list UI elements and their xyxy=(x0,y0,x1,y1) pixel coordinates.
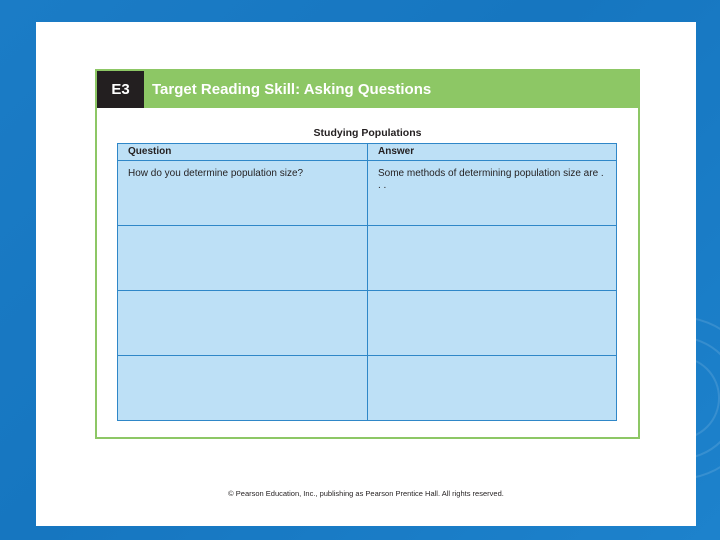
question-cell xyxy=(118,226,367,290)
answer-cell xyxy=(367,226,616,290)
answer-cell xyxy=(367,291,616,355)
copyright-notice: © Pearson Education, Inc., publishing as Pearson Prentice Hall. All rights reserved. xyxy=(228,489,504,498)
worksheet-title: Target Reading Skill: Asking Questions xyxy=(152,81,432,98)
question-cell xyxy=(118,356,367,420)
table-title: Studying Populations xyxy=(313,127,422,139)
table-row xyxy=(118,160,616,225)
question-cell: How do you determine population size? xyxy=(128,168,304,179)
worksheet-frame xyxy=(95,69,640,439)
column-header-answer: Answer xyxy=(367,144,616,160)
column-header-question: Question xyxy=(128,146,172,157)
table-header-row xyxy=(118,144,616,160)
answer-cell: Some methods of determining population size are . . . xyxy=(367,161,616,225)
question-answer-table xyxy=(117,143,617,421)
table-row xyxy=(118,290,616,355)
question-cell xyxy=(118,291,367,355)
answer-cell xyxy=(367,356,616,420)
section-code: E3 xyxy=(97,71,144,108)
table-row xyxy=(118,355,616,420)
table-row xyxy=(118,225,616,290)
worksheet-header xyxy=(97,71,638,108)
